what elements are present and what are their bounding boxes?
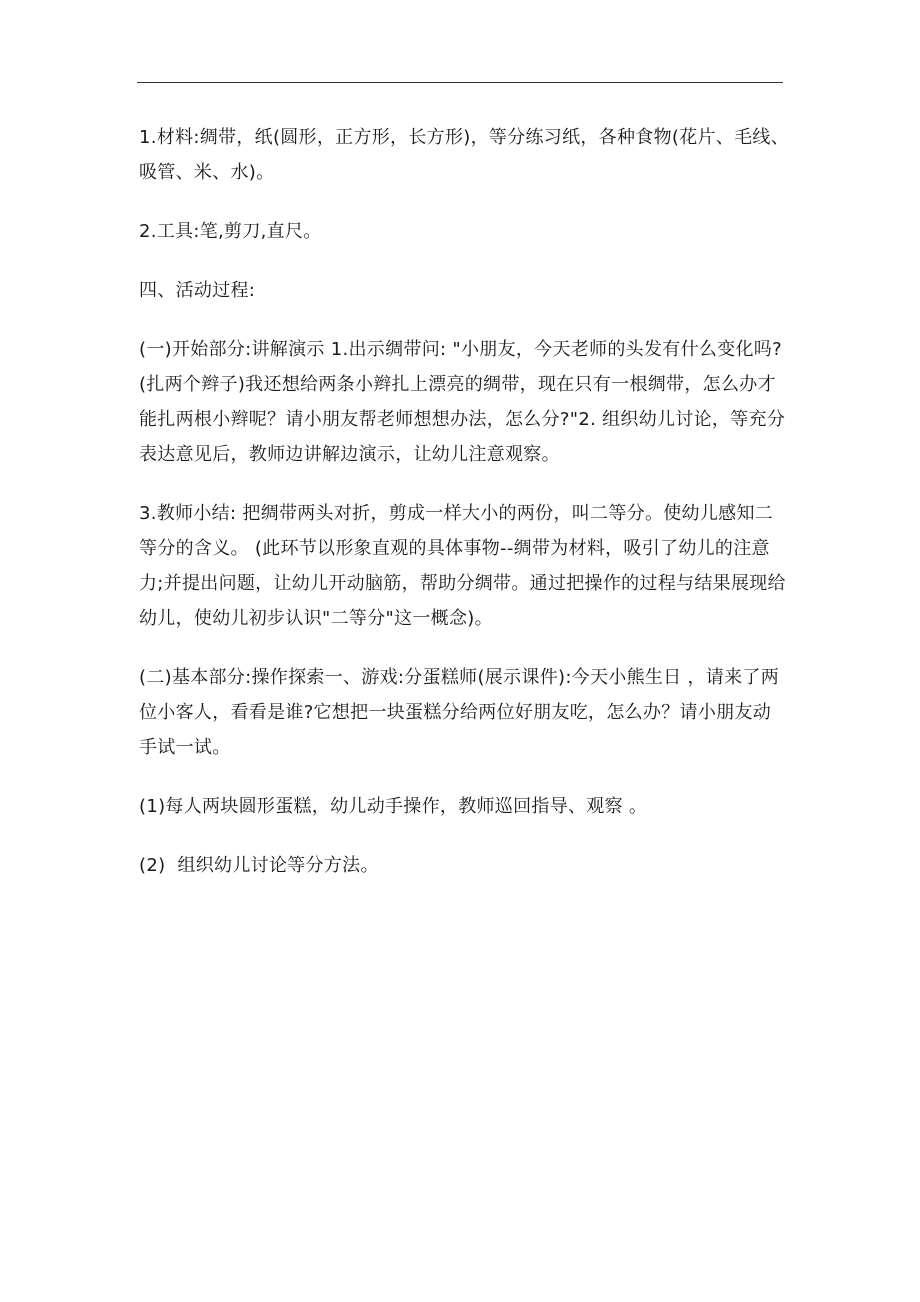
section-heading-activity-process: 四、活动过程: [139, 280, 256, 301]
paragraph-step-two: (2) 组织幼儿讨论等分方法。 [139, 855, 379, 876]
document-body [139, 120, 789, 907]
paragraph-step-one: (1)每人两块圆形蛋糕，幼儿动手操作，教师巡回指导、观察 。 [139, 796, 648, 817]
paragraph-part-one: (一)开始部分:讲解演示 1.出示绸带问: "小朋友，今天老师的头发有什么变化吗?(扎两个辫子)我还想给两条小辫扎上漂亮的绸带，现在只有一根绸带，怎么办才能扎两根小辫呢？请小朋友帮老师想想办法，怎么分?"2. 组织幼儿讨论，等充分表达意见后，教师边讲解边演示，让幼儿注意观察。 [139, 339, 786, 465]
paragraph-teacher-summary: 3.教师小结: 把绸带两头对折，剪成一样大小的两份，叫二等分。使幼儿感知二等分的含义。 (此环节以形象直观的具体事物--绸带为材料，吸引了幼儿的注意力;并提出问题，让幼儿开动脑筋，帮助分绸带。通过把操作的过程与结果展现给幼儿，使幼儿初步认识"二等分"这一概念)。 [139, 503, 786, 629]
paragraph-tools: 2.工具:笔,剪刀,直尺。 [139, 221, 322, 242]
header-divider [137, 82, 783, 83]
paragraph-part-two: (二)基本部分:操作探索一、游戏:分蛋糕师(展示课件):今天小熊生日 ，请来了两位小客人，看看是谁?它想把一块蛋糕分给两位好朋友吃，怎么办？请小朋友动手试一试。 [139, 667, 780, 758]
paragraph-materials: 1.材料:绸带，纸(圆形，正方形，长方形)，等分练习纸，各种食物(花片、毛线、吸管、米、水)。 [139, 127, 790, 183]
